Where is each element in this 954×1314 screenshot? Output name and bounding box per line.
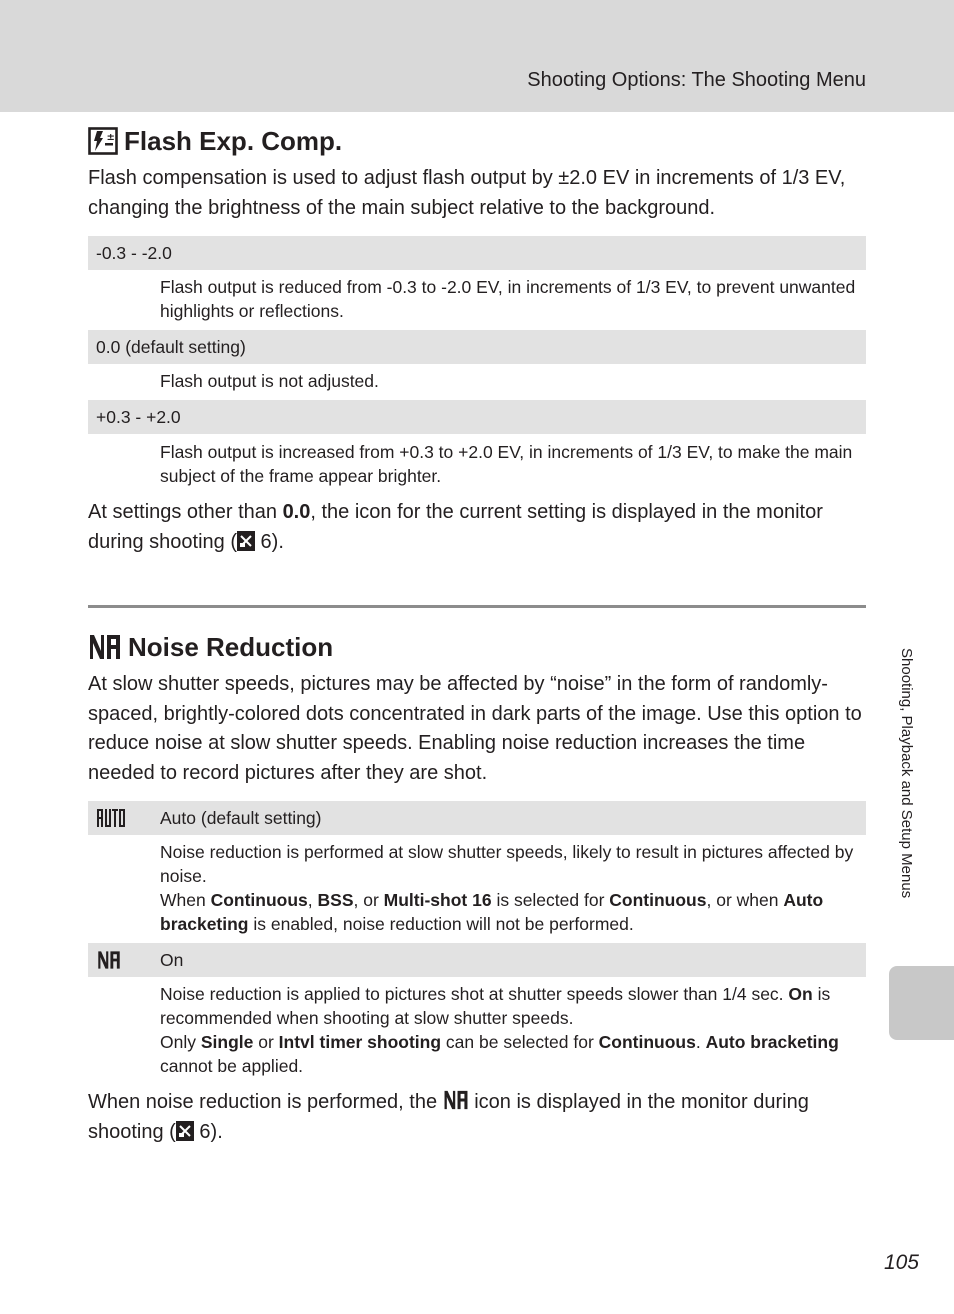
text: Noise reduction is applied to pictures shot at shutter speeds slower than 1/4 sec. [160, 984, 789, 1004]
page-reference-icon [237, 531, 255, 551]
page-reference: 6 [260, 530, 272, 553]
section-divider [88, 605, 866, 608]
noise-section-title [88, 631, 333, 663]
option-label: -0.3 - -2.0 [96, 243, 172, 263]
text: or [253, 1032, 279, 1052]
description-line [160, 1030, 860, 1078]
bold-text: Single [200, 1032, 254, 1052]
option-label: 0.0 (default setting) [96, 337, 246, 357]
option-description: Flash output is increased from +0.3 to +2.0 EV, in increments of 1/3 EV, to make the main subject of the frame appear brighter. [160, 442, 853, 486]
option-description [160, 982, 860, 1078]
option-description [160, 840, 860, 936]
option-row [88, 801, 866, 835]
text: , or when [706, 890, 784, 910]
noise-reduction-inline-icon [443, 1089, 469, 1111]
option-row [88, 400, 866, 434]
bold-text: Auto bracketing [160, 890, 824, 934]
text: can be selected for [441, 1032, 599, 1052]
note-text: When noise reduction is performed, the [88, 1091, 443, 1113]
header-band [0, 0, 954, 112]
note-text: At settings other than [88, 501, 283, 523]
flash-exposure-compensation-icon [88, 127, 118, 155]
option-row [88, 236, 866, 270]
bold-text: Multi-shot 16 [383, 890, 492, 910]
page-reference-icon [176, 1121, 194, 1141]
noise-intro: At slow shutter speeds, pictures may be affected by “noise” in the form of randomly-spaced, brightly-colored dots concentrated in dark parts of the image. Use this option to reduce noise at slow shutter speeds. Enabling noise reduction increases the time needed to record pictures after they are shot. [88, 673, 862, 784]
text: . [695, 1032, 706, 1052]
noise-reduction-on-icon [96, 950, 122, 970]
text: , [307, 890, 318, 910]
text: is recommended when shooting at slow shutter speeds. [160, 984, 831, 1028]
noise-reduction-icon [88, 633, 122, 661]
bold-text: BSS [317, 890, 354, 910]
noise-title-text: Noise Reduction [128, 632, 334, 662]
svg-text:±: ± [106, 132, 115, 143]
auto-icon [96, 808, 126, 828]
bold-text: Continuous [609, 890, 707, 910]
description-line [160, 888, 860, 936]
bold-text: Continuous [598, 1032, 696, 1052]
noise-note [88, 1088, 868, 1147]
flash-title-text: Flash Exp. Comp. [124, 126, 343, 156]
text: Only [160, 1032, 201, 1052]
option-description: Flash output is not adjusted. [160, 371, 379, 391]
note-text: ). [271, 530, 284, 553]
text: When [160, 890, 211, 910]
text: cannot be applied. [160, 1056, 304, 1076]
text: is enabled, noise reduction will not be performed. [248, 914, 634, 934]
side-tab [889, 966, 954, 1040]
flash-section-title [88, 125, 342, 157]
option-row [88, 330, 866, 364]
description-line: Noise reduction is performed at slow shutter speeds, likely to result in pictures affected by noise. [160, 842, 854, 886]
flash-intro: Flash compensation is used to adjust flash output by ±2.0 EV in increments of 1/3 EV, changing the brightness of the main subject relative to the background. [88, 167, 846, 219]
page-number: 105 [883, 1251, 919, 1274]
description-line [160, 982, 860, 1030]
option-row [88, 943, 866, 977]
bold-text: On [788, 984, 813, 1004]
flash-note [88, 498, 868, 557]
bold-text: Intvl timer shooting [278, 1032, 442, 1052]
text: is selected for [491, 890, 610, 910]
note-text: icon is displayed in the monitor during shooting ( [88, 1091, 809, 1143]
bold-text: Continuous [210, 890, 308, 910]
note-bold: 0.0 [282, 501, 311, 523]
page-reference: 6 [199, 1120, 211, 1143]
option-label: On [160, 950, 184, 970]
bold-text: Auto bracketing [705, 1032, 839, 1052]
running-header: Shooting Options: The Shooting Menu [527, 69, 866, 91]
note-text: ). [210, 1120, 223, 1143]
note-text: , the icon for the current setting is displayed in the monitor during shooting ( [88, 501, 823, 553]
option-label: +0.3 - +2.0 [96, 407, 181, 427]
text: , or [353, 890, 384, 910]
option-description: Flash output is reduced from -0.3 to -2.0 EV, in increments of 1/3 EV, to prevent unwanted highlights or reflections. [160, 277, 856, 321]
option-label: Auto (default setting) [160, 808, 322, 828]
side-section-label: Shooting, Playback and Setup Menus [898, 648, 915, 899]
